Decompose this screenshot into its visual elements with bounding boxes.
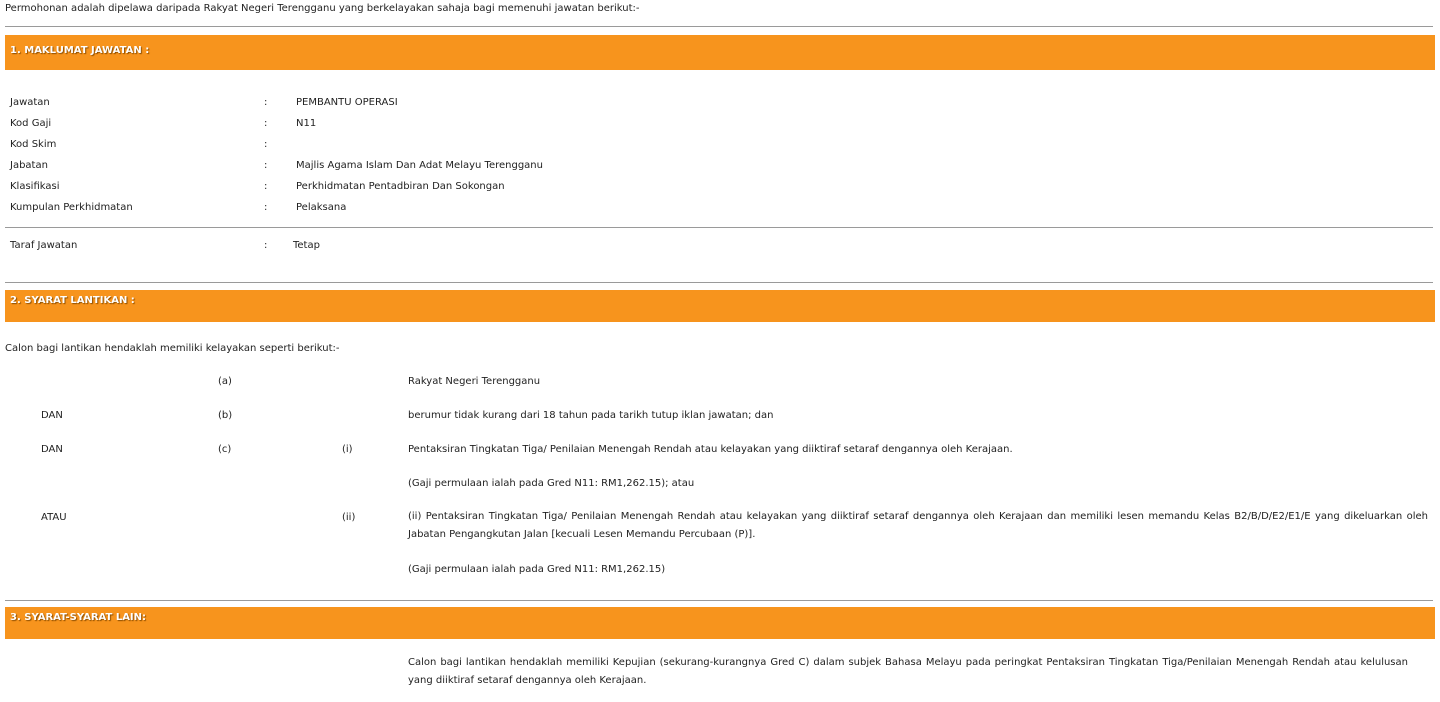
section-title: 2. SYARAT LANTIKAN :: [10, 295, 135, 306]
divider: [5, 282, 1433, 283]
separator: :: [264, 160, 268, 171]
label-jabatan: Jabatan: [10, 160, 48, 171]
item-letter: (b): [218, 410, 233, 421]
salary-note: (Gaji permulaan ialah pada Gred N11: RM1,262.15); atau: [408, 478, 695, 489]
item-text: (ii) Pentaksiran Tingkatan Tiga/ Penilaian Menengah Rendah atau kelayakan yang diiktiraf setaraf dengannya oleh Kerajaan dan memiliki lesen memandu Kelas B2/B/D/E2/E1/E yang dikeluarkan oleh Jabatan Pengangkutan Jalan [kecuali Lesen Memandu Percubaan (P)].: [408, 511, 1428, 540]
label-kod-skim: Kod Skim: [10, 139, 57, 150]
label-jawatan: Jawatan: [10, 97, 50, 108]
item-conjunction: ATAU: [41, 512, 67, 523]
value-jabatan: Majlis Agama Islam Dan Adat Melayu Terengganu: [296, 160, 543, 171]
item-conjunction: DAN: [41, 410, 63, 421]
item-roman: (i): [342, 444, 353, 455]
requirements-intro: Calon bagi lantikan hendaklah memiliki kelayakan seperti berikut:-: [5, 343, 340, 354]
intro-text: Permohonan adalah dipelawa daripada Rakyat Negeri Terengganu yang berkelayakan sahaja bagi memenuhi jawatan berikut:-: [5, 3, 640, 14]
separator: :: [264, 139, 268, 150]
label-kod-gaji: Kod Gaji: [10, 118, 52, 129]
label-taraf-jawatan: Taraf Jawatan: [10, 240, 78, 251]
divider: [5, 600, 1433, 601]
value-jawatan: PEMBANTU OPERASI: [296, 97, 398, 108]
separator: :: [264, 97, 268, 108]
label-klasifikasi: Klasifikasi: [10, 181, 60, 192]
value-kumpulan-perkhidmatan: Pelaksana: [296, 202, 347, 213]
label-kumpulan-perkhidmatan: Kumpulan Perkhidmatan: [10, 202, 133, 213]
item-letter: (c): [218, 444, 232, 455]
separator: :: [264, 181, 268, 192]
item-text: Pentaksiran Tingkatan Tiga/ Penilaian Menengah Rendah atau kelayakan yang diiktiraf setaraf dengannya oleh Kerajaan.: [408, 444, 1013, 455]
section-title: 3. SYARAT-SYARAT LAIN:: [10, 612, 147, 623]
item-conjunction: DAN: [41, 444, 63, 455]
item-letter: (a): [218, 376, 232, 387]
section-title: 1. MAKLUMAT JAWATAN :: [10, 45, 150, 56]
value-taraf-jawatan: Tetap: [293, 240, 320, 251]
section-header-syarat-lantikan: [5, 290, 1435, 322]
other-requirements-text: Calon bagi lantikan hendaklah memiliki Kepujian (sekurang-kurangnya Gred C) dalam subjek Bahasa Melayu pada peringkat Pentaksiran Tingkatan Tiga/Penilaian Menengah Rendah atau kelulusan yang diiktiraf setaraf dengannya oleh Kerajaan.: [408, 657, 1408, 686]
item-text: berumur tidak kurang dari 18 tahun pada tarikh tutup iklan jawatan; dan: [408, 410, 774, 421]
section-header-syarat-lain: [5, 607, 1435, 639]
value-kod-gaji: N11: [296, 118, 317, 129]
separator: :: [264, 202, 268, 213]
value-klasifikasi: Perkhidmatan Pentadbiran Dan Sokongan: [296, 181, 505, 192]
salary-note: (Gaji permulaan ialah pada Gred N11: RM1,262.15): [408, 564, 666, 575]
item-roman: (ii): [342, 512, 356, 523]
section-header-maklumat-jawatan: [5, 35, 1435, 70]
item-text: Rakyat Negeri Terengganu: [408, 376, 541, 387]
divider: [5, 26, 1433, 27]
separator: :: [264, 118, 268, 129]
divider: [5, 227, 1433, 228]
separator: :: [264, 240, 268, 251]
